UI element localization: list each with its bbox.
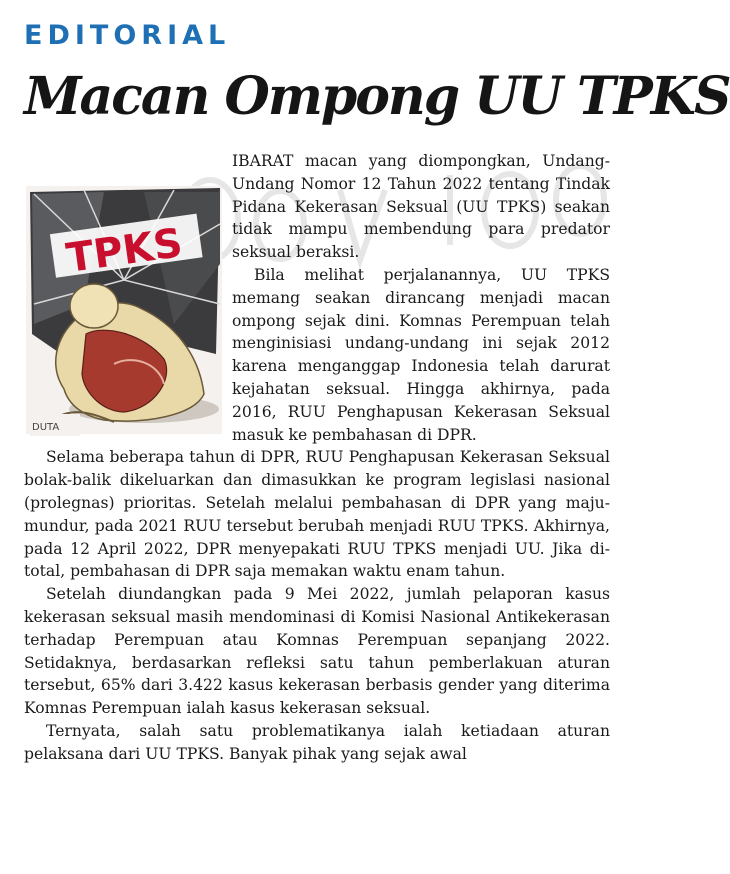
paragraph-2: Bila melihat perjalanannya, UU TPKS memang seakan dirancang menjadi macan ompong sejak dini. Komnas Perempuan telah menginisiasi undang-undang ini sejak 2012 karena menganggap Indonesia telah darurat kejahatan seksual. Hingga akhirnya, pada 2016, RUU Penghapusan Kekerasan Seksual masuk ke pembahasan di DPR. [232, 265, 610, 444]
paragraph-1: IBARAT macan yang diompongkan, Undang-Undang Nomor 12 Tahun 2022 tentang Tindak Pidana Kekerasan Seksual (UU TPKS) seakan tidak mampu membendung para predator seksual beraksi. [232, 152, 610, 262]
illustration-tag: TPKS [63, 220, 186, 282]
paragraph-5: Ternyata, salah satu problematikanya ialah ketiadaan aturan pelaksana dari UU TPKS. Banyak pihak yang sejak awal [24, 721, 610, 763]
article-body [24, 150, 610, 766]
illustration-credit: DUTA [32, 422, 60, 433]
section-kicker: EDITORIAL [24, 20, 231, 51]
paragraph-3: Selama beberapa tahun di DPR, RUU Penghapusan Kekerasan Seksual bolak-balik dikeluarkan dan dimasukkan ke program legislasi nasional (prolegnas) prioritas. Setelah melalui pembahasan di DPR yang maju-mundur, pada 2021 RUU tersebut berubah menjadi RUU TPKS. Akhirnya, pada 12 April 2022, DPR menyepakati RUU TPKS menjadi UU. Jika ditotal, pembahasan di DPR saja memakan waktu enam tahun. [24, 448, 610, 581]
headline: Macan Ompong UU TPKS [24, 66, 730, 127]
illustration-spacer [24, 172, 232, 434]
paragraph-4: Setelah diundangkan pada 9 Mei 2022, jumlah pelaporan kasus kekerasan seksual masih mendominasi di Komisi Nasional Antikekerasan terhadap Perempuan atau Komnas Perempuan sepanjang 2022. Setidaknya, berdasarkan refleksi satu tahun pemberlakuan aturan tersebut, 65% dari 3.422 kasus kekerasan berbasis gender yang diterima Komnas Perempuan ialah kasus kekerasan seksual. [24, 585, 610, 718]
